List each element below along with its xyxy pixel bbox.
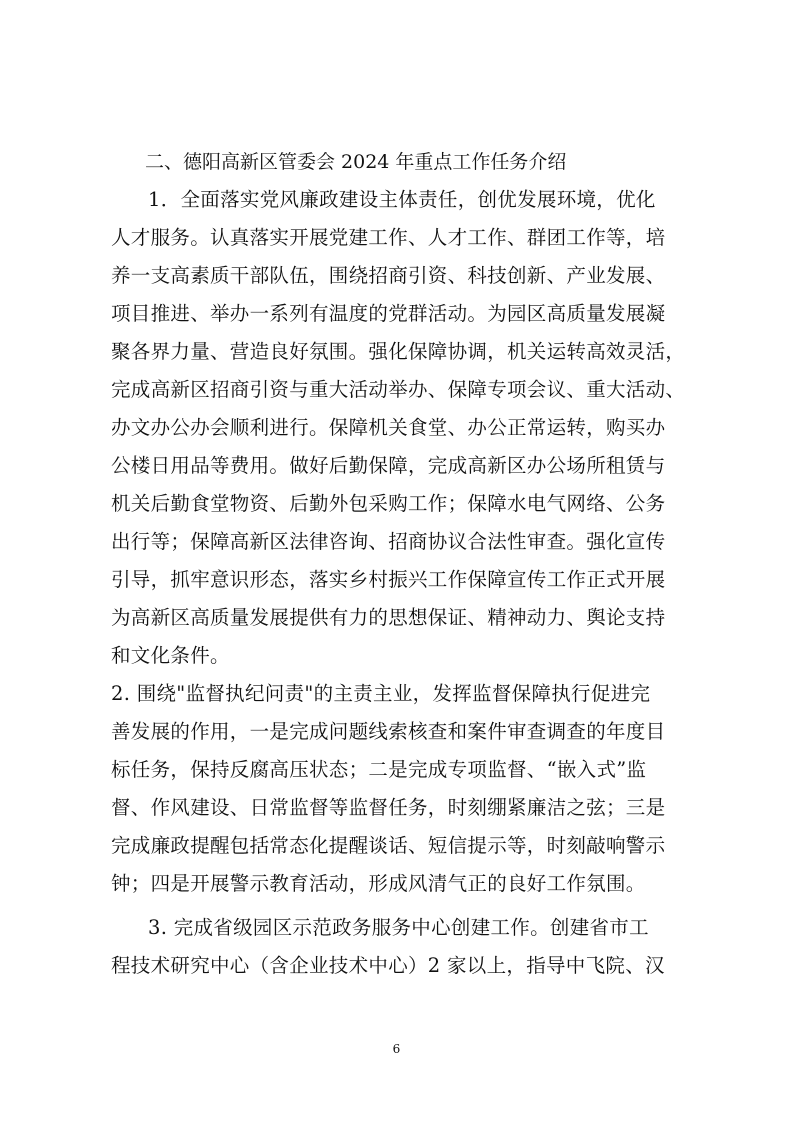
paragraph-1-line-7: 办文办公办会顺利进行。保障机关食堂、办公正常运转，购买办: [111, 416, 666, 439]
page-number: 6: [392, 1042, 401, 1056]
paragraph-2-line-4: 督、作风建设、日常监督等监督任务，时刻绷紧廉洁之弦；三是: [111, 796, 666, 819]
paragraph-1-line-2: 人才服务。认真落实开展党建工作、人才工作、群团工作等，培: [111, 226, 666, 249]
paragraph-3-line-1: 3. 完成省级园区示范政务服务中心创建工作。创建省市工: [148, 916, 649, 939]
paragraph-3-line-2: 程技术研究中心（含企业技术中心）2 家以上，指导中飞院、汉: [111, 954, 665, 977]
paragraph-1-line-5: 聚各界力量、营造良好氛围。强化保障协调，机关运转高效灵活，: [111, 340, 686, 363]
paragraph-1-line-3: 养一支高素质干部队伍，围绕招商引资、科技创新、产业发展、: [111, 264, 666, 287]
section-heading: 二、德阳高新区管委会 2024 年重点工作任务介绍: [145, 151, 567, 173]
paragraph-1-line-13: 和文化条件。: [111, 644, 230, 667]
paragraph-1-line-4: 项目推进、举办一系列有温度的党群活动。为园区高质量发展凝: [111, 302, 666, 325]
paragraph-2-line-3: 标任务，保持反腐高压状态；二是完成专项监督、“嵌入式”监: [111, 758, 647, 781]
paragraph-1-line-12: 为高新区高质量发展提供有力的思想保证、精神动力、舆论支持: [111, 606, 666, 629]
paragraph-1-line-11: 引导，抓牢意识形态，落实乡村振兴工作保障宣传工作正式开展: [111, 568, 666, 591]
paragraph-1-line-8: 公楼日用品等费用。做好后勤保障，完成高新区办公场所租赁与: [111, 454, 666, 477]
paragraph-2-line-6: 钟；四是开展警示教育活动，形成风清气正的良好工作氛围。: [111, 872, 646, 895]
paragraph-2-line-2: 善发展的作用，一是完成问题线索核查和案件审查调查的年度目: [111, 720, 666, 743]
paragraph-2-line-5: 完成廉政提醒包括常态化提醒谈话、短信提示等，时刻敲响警示: [111, 834, 666, 857]
paragraph-1-line-9: 机关后勤食堂物资、后勤外包采购工作；保障水电气网络、公务: [111, 492, 666, 515]
paragraph-1-line-6: 完成高新区招商引资与重大活动举办、保障专项会议、重大活动、: [111, 378, 686, 401]
paragraph-1-line-1: 1．全面落实党风廉政建设主体责任，创优发展环境，优化: [148, 188, 656, 211]
paragraph-1-line-10: 出行等；保障高新区法律咨询、招商协议合法性审查。强化宣传: [111, 530, 666, 553]
paragraph-2-line-1: 2. 围绕"监督执纪问责"的主责主业，发挥监督保障执行促进完: [111, 682, 651, 705]
